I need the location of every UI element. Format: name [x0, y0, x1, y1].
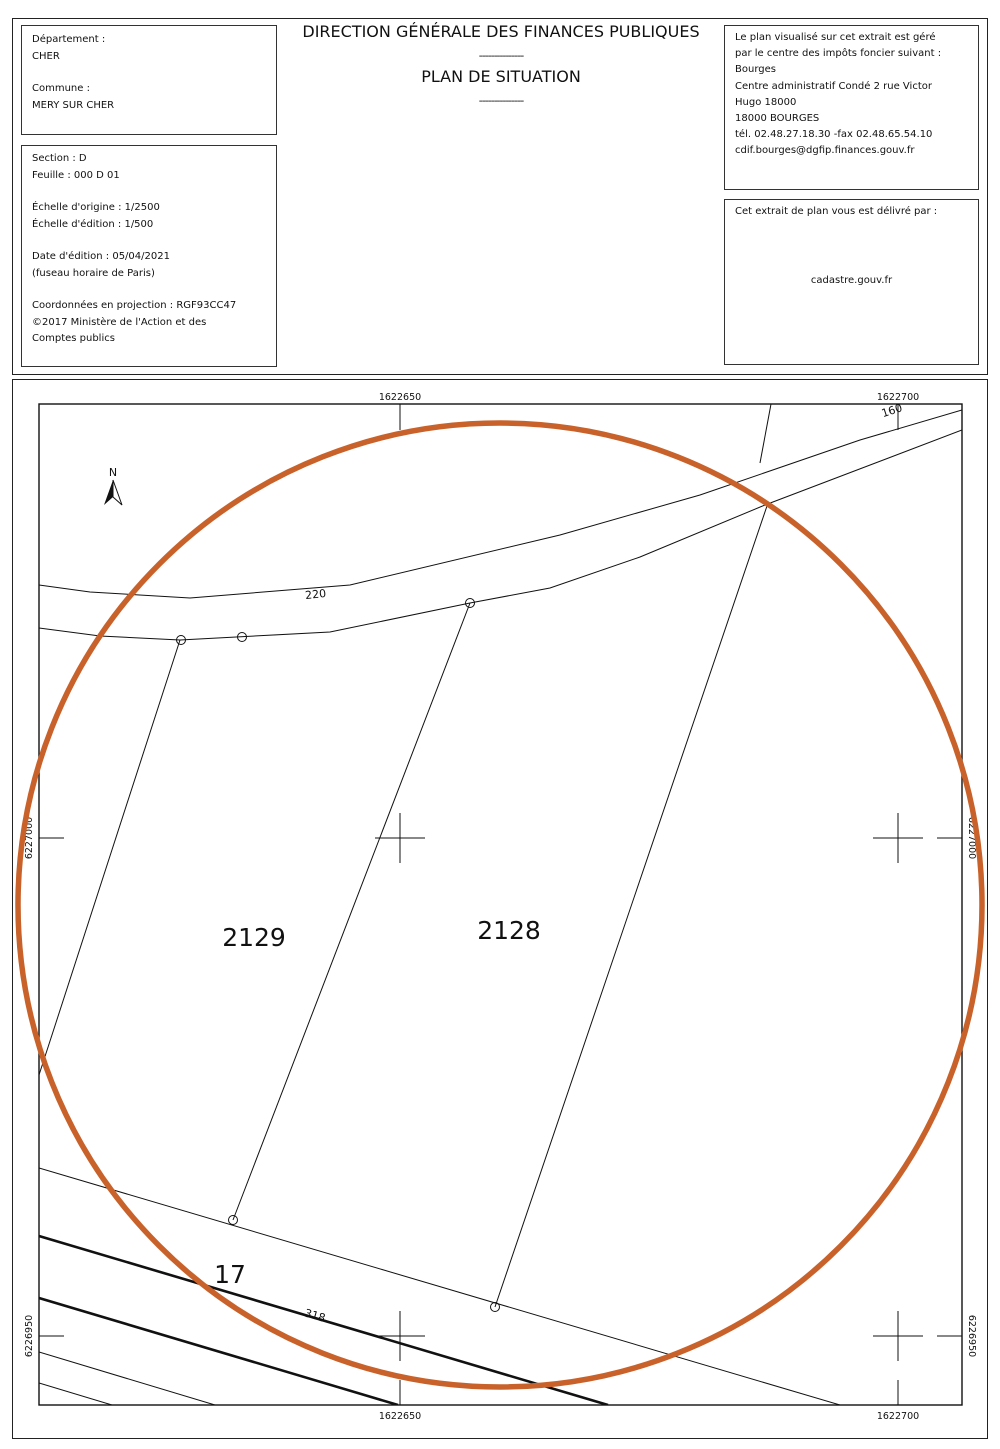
page-subtitle: PLAN DE SITUATION — [421, 67, 581, 86]
coord-right-upper: 6227000 — [966, 816, 977, 860]
copyright-line-2: Comptes publics — [32, 333, 115, 344]
fuseau-text: (fuseau horaire de Paris) — [32, 267, 155, 279]
north-arrow-icon — [104, 466, 122, 505]
copyright-line-1: ©2017 Ministère de l'Action et des — [32, 316, 207, 328]
parcel-number-2129: 2129 — [222, 923, 286, 952]
coord-right-lower: 6226950 — [966, 1314, 977, 1358]
tax-center-line-6: 18000 BOURGES — [735, 113, 820, 125]
departement-value: CHER — [32, 50, 60, 62]
tax-center-line-4: Centre administratif Condé 2 rue Victor — [735, 80, 932, 92]
commune-label: Commune : — [32, 83, 90, 94]
parcel-line-right — [495, 503, 768, 1307]
parcel-line-bottom-2 — [39, 1383, 112, 1405]
coordonnees-text: Coordonnées en projection : RGF93CC47 — [32, 300, 237, 311]
parcel-number-2128: 2128 — [477, 916, 541, 945]
coord-left-upper: 6227000 — [24, 816, 35, 860]
delivery-source: cadastre.gouv.fr — [810, 274, 893, 286]
road-label-160: 160 — [879, 401, 904, 421]
parcel-line-middle — [233, 603, 470, 1220]
page-title: DIRECTION GÉNÉRALE DES FINANCES PUBLIQUES — [302, 22, 700, 41]
parcel-boundary-thick-2 — [39, 1298, 398, 1405]
road-upper-top-edge — [39, 410, 962, 598]
coord-left-lower: 6226950 — [24, 1314, 35, 1358]
road-label-318: 318 — [303, 1306, 327, 1325]
departement-label: Département : — [32, 34, 106, 45]
road-upper-bottom-edge — [39, 430, 962, 640]
title-dashes-top: --------------- — [478, 49, 524, 62]
echelle-edition-text: Échelle d'édition : 1/500 — [32, 218, 154, 230]
coord-bottom-right: 1622700 — [876, 1411, 920, 1422]
map-border — [39, 404, 962, 1405]
coord-bottom-left: 1622650 — [378, 1411, 422, 1422]
grid-cross-upper-left — [375, 813, 425, 863]
road-lower-edge — [39, 1168, 840, 1405]
tax-center-line-3: Bourges — [735, 64, 776, 76]
north-label: N — [108, 466, 118, 479]
delivery-line-1: Cet extrait de plan vous est délivré par : — [735, 206, 938, 217]
section-text: Section : D — [32, 153, 87, 164]
tax-center-phone: tél. 02.48.27.18.30 -fax 02.48.65.54.10 — [735, 129, 933, 141]
road-label-220: 220 — [304, 586, 327, 603]
parcel-line-top — [760, 404, 771, 463]
commune-value: MERY SUR CHER — [32, 99, 115, 111]
grid-cross-lower-left — [375, 1311, 425, 1361]
tax-center-email: cdif.bourges@dgfip.finances.gouv.fr — [735, 145, 915, 157]
coord-top-left: 1622650 — [378, 392, 422, 403]
tax-center-line-5: Hugo 18000 — [735, 96, 797, 108]
feuille-text: Feuille : 000 D 01 — [32, 169, 120, 181]
grid-cross-lower-right — [873, 1311, 923, 1361]
title-dashes-bottom: --------------- — [478, 94, 524, 107]
grid-cross-upper-right — [873, 813, 923, 863]
date-edition-text: Date d'édition : 05/04/2021 — [32, 251, 170, 262]
echelle-origine-text: Échelle d'origine : 1/2500 — [32, 202, 160, 213]
parcel-line-bottom-1 — [39, 1352, 215, 1405]
coord-top-right: 1622700 — [876, 392, 920, 403]
tax-center-line-1: Le plan visualisé sur cet extrait est géré — [735, 32, 936, 43]
parcel-number-17: 17 — [214, 1260, 246, 1289]
tax-center-line-2: par le centre des impôts foncier suivant : — [735, 48, 942, 60]
selection-circle — [18, 423, 982, 1387]
